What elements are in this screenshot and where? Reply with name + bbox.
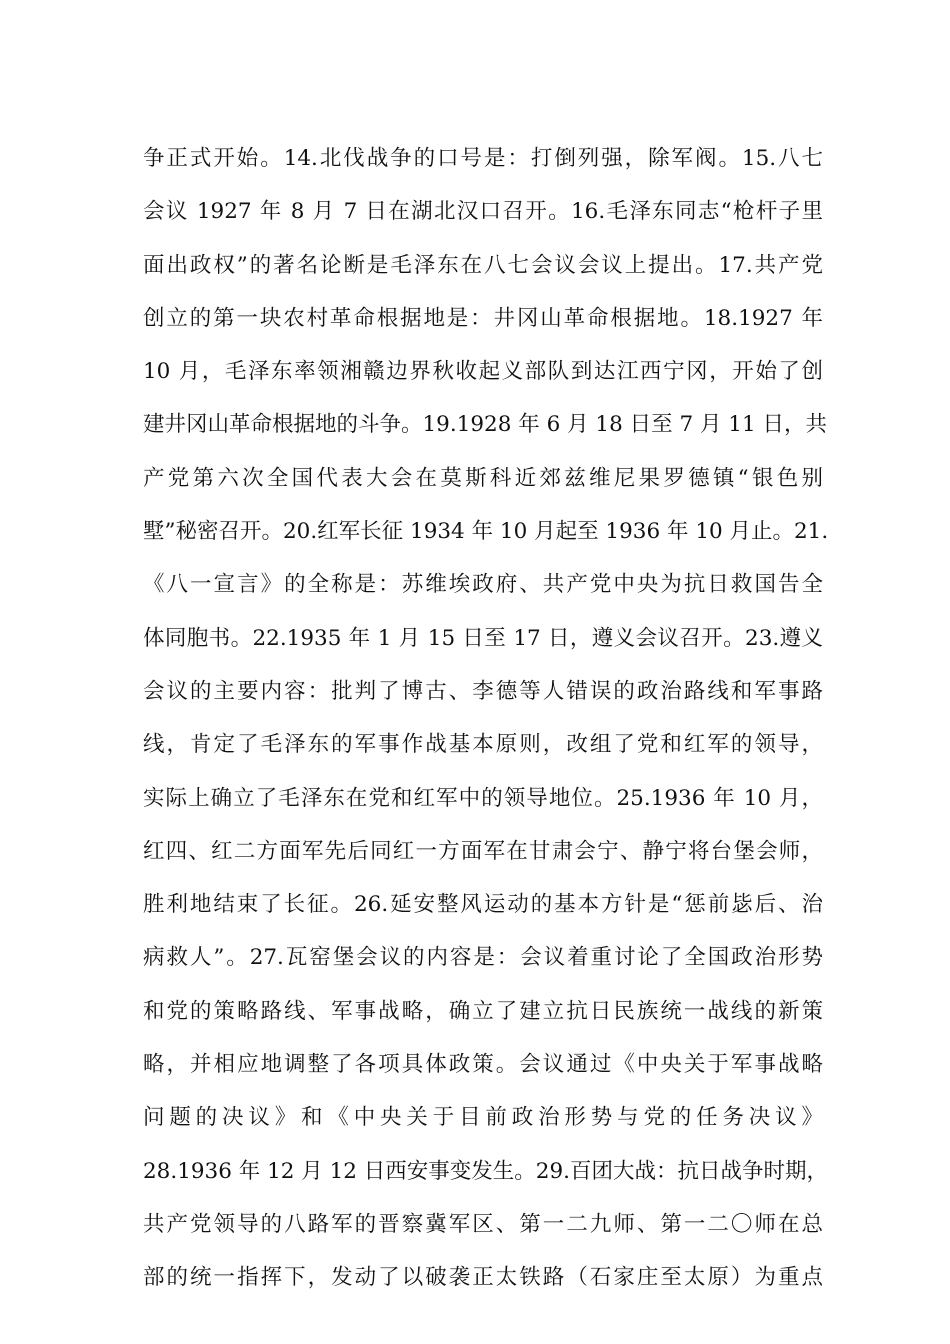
text-line: 病救人”。27.瓦窑堡会议的内容是：会议着重讨论了全国政治形势 [143,945,823,971]
body-text [143,132,829,1305]
text-line: 胜利地结束了长征。26.延安整风运动的基本方针是“惩前毖后、治 [143,892,823,918]
text-line: 会议的主要内容：批判了博古、李德等人错误的政治路线和军事路 [143,678,823,704]
text-line: 问题的决议》和《中央关于目前政治形势与党的任务决议》 [143,1105,823,1131]
text-line: 和党的策略路线、军事战略，确立了建立抗日民族统一战线的新策 [143,998,823,1024]
text-line: 略，并相应地调整了各项具体政策。会议通过《中央关于军事战略 [143,1052,823,1078]
text-line: 面出政权”的著名论断是毛泽东在八七会议会议上提出。17.共产党 [143,252,823,278]
text-line: 《八一宣言》的全称是：苏维埃政府、共产党中央为抗日救国告全 [143,572,823,598]
text-line: 体同胞书。22.1935 年 1 月 15 日至 17 日，遵义会议召开。23.遵义 [143,625,823,651]
text-line: 创立的第一块农村革命根据地是：井冈山革命根据地。18.1927 年 [143,305,823,331]
text-line: 10 月，毛泽东率领湘赣边界秋收起义部队到达江西宁冈，开始了创 [143,359,823,385]
text-line: 墅”秘密召开。20.红军长征 1934 年 10 月起至 1936 年 10 月止。21. [143,519,829,545]
text-line: 产党第六次全国代表大会在莫斯科近郊兹维尼果罗德镇“银色别 [143,465,823,491]
text-line: 红四、红二方面军先后同红一方面军在甘肃会宁、静宁将台堡会师， [143,838,823,864]
text-line: 会议 1927 年 8 月 7 日在湖北汉口召开。16.毛泽东同志“枪杆子里 [143,199,823,225]
text-line: 28.1936 年 12 月 12 日西安事变发生。29.百团大战：抗日战争时期， [143,1158,828,1184]
text-line: 建井冈山革命根据地的斗争。19.1928 年 6 月 18 日至 7 月 11 日，共 [143,412,827,438]
text-line: 实际上确立了毛泽东在党和红军中的领导地位。25.1936 年 10 月， [143,785,823,811]
text-line: 共产党领导的八路军的晋察冀军区、第一二九师、第一二〇师在总 [143,1211,823,1237]
text-line: 部的统一指挥下，发动了以破袭正太铁路（石家庄至太原）为重点 [143,1265,823,1291]
text-line: 线，肯定了毛泽东的军事作战基本原则，改组了党和红军的领导， [143,732,823,758]
text-line: 争正式开始。14.北伐战争的口号是：打倒列强，除军阀。15.八七 [143,146,823,171]
